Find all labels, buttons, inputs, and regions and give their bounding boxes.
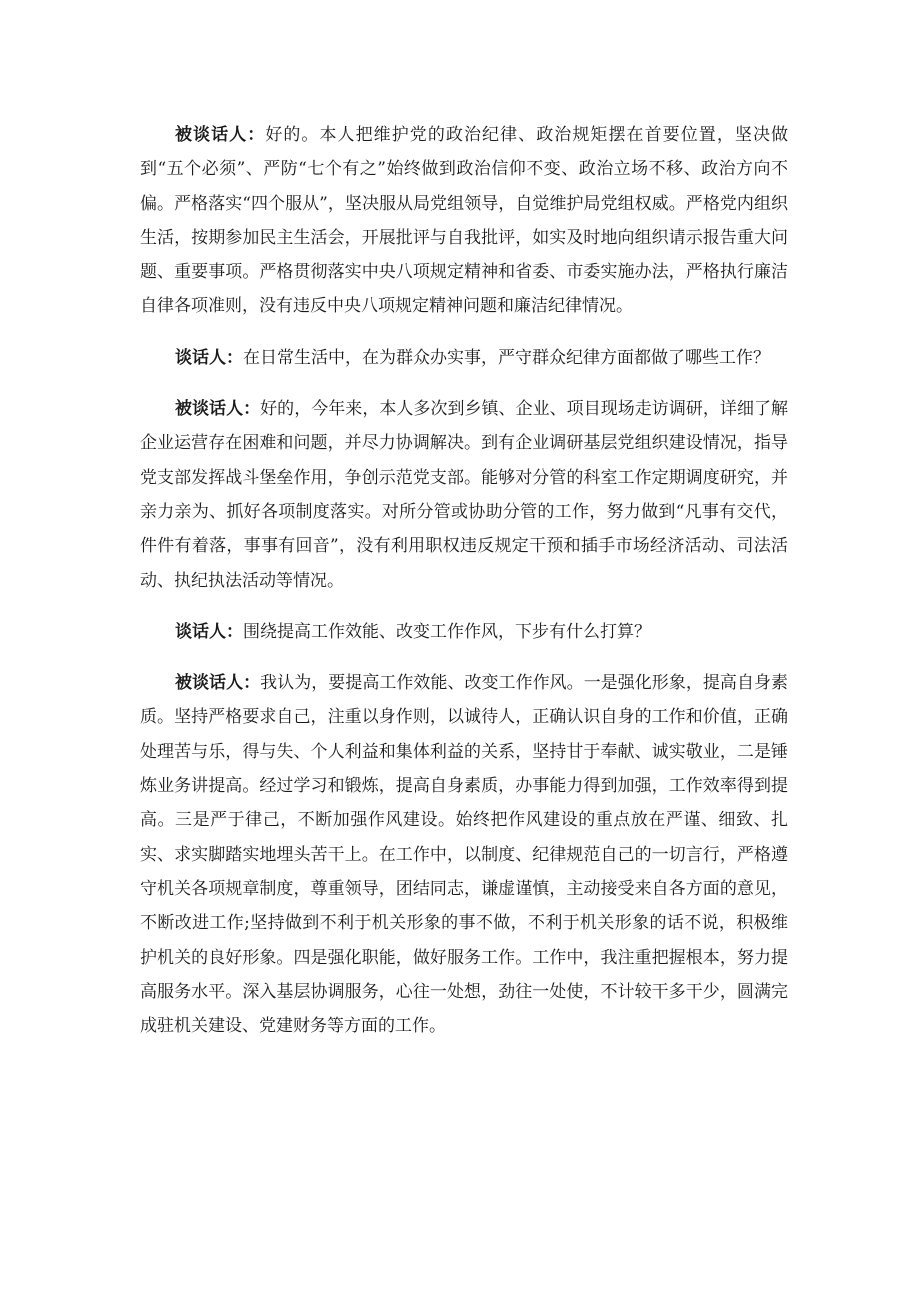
paragraph-text: 我认为，要提高工作效能、改变工作作风。一是强化形象，提高自身素质。坚持严格要求自己，注重以身作则，以诚待人，正确认识自身的工作和价值，正确处理苦与乐，得与失、个人利益和集体利益的关系，坚持甘于奉献、诚实敬业，二是锤炼业务讲提高。经过学习和锻炼，提高自身素质，办事能力得到加强，工作效率得到提高。三是严于律己，不断加强作风建设。始终把作风建设的重点放在严谨、细致、扎实、求实脚踏实地埋头苦干上。在工作中，以制度、纪律规范自己的一切言行，严格遵守机关各项规章制度，尊重领导，团结同志，谦虚谨慎，主动接受来自各方面的意见，不断改进工作;坚持做到不利于机关形象的事不做，不利于机关形象的话不说，积极维护机关的良好形象。四是强化职能，做好服务工作。工作中，我注重把握根本，努力提高服务水平。深入基层协调服务，心往一处想，劲往一处使，不计较干多干少，圆满完成驻机关建设、党建财务等方面的工作。 xyxy=(140,673,789,1037)
speaker-label: 谈话人 xyxy=(175,621,226,642)
paragraph-interviewee-2 xyxy=(140,392,788,598)
paragraph-interviewee-3 xyxy=(140,666,788,1043)
document-body xyxy=(140,118,788,1043)
paragraph-text: 好的。本人把维护党的政治纪律、政治规矩摆在首要位置，坚决做到“五个必须”、严防“七个有之”始终做到政治信仰不变、政治立场不移、政治方向不偏。严格落实“四个服从”，坚决服从局党组领导，自觉维护局党组权威。严格党内组织生活，按期参加民主生活会，开展批评与自我批评，如实及时地向组织请示报告重大问题、重要事项。严格贯彻落实中央八项规定精神和省委、市委实施办法，严格执行廉洁自律各项准则，没有违反中央八项规定精神问题和廉洁纪律情况。 xyxy=(140,125,789,317)
paragraph-text: 在日常生活中，在为群众办实事，严守群众纪律方面都做了哪些工作？ xyxy=(243,347,770,368)
speaker-colon: ： xyxy=(243,673,261,694)
speaker-label: 被谈话人 xyxy=(175,125,248,145)
speaker-colon: ： xyxy=(243,399,261,420)
paragraph-text: 好的，今年来，本人多次到乡镇、企业、项目现场走访调研，详细了解企业运营存在困难和问题，并尽力协调解决。到有企业调研基层党组织建设情况，指导党支部发挥战斗堡垒作用，争创示范党支部。能够对分管的科室工作定期调度研究，并亲力亲为、抓好各项制度落实。对所分管或协助分管的工作，努力做到“凡事有交代，件件有着落，事事有回音”，没有利用职权违反规定干预和插手市场经济活动、司法活动、执纪执法活动等情况。 xyxy=(140,399,789,591)
speaker-colon: ： xyxy=(226,347,243,368)
speaker-colon: ： xyxy=(247,125,266,145)
paragraph-interviewer-1 xyxy=(140,341,788,375)
speaker-label: 谈话人 xyxy=(175,347,226,368)
speaker-label: 被谈话人 xyxy=(175,673,244,694)
speaker-label: 被谈话人 xyxy=(175,399,244,420)
paragraph-interviewee-1 xyxy=(140,118,788,324)
paragraph-interviewer-2 xyxy=(140,615,788,649)
paragraph-text: 围绕提高工作效能、改变工作作风，下步有什么打算？ xyxy=(243,621,651,642)
speaker-colon: ： xyxy=(226,621,243,642)
